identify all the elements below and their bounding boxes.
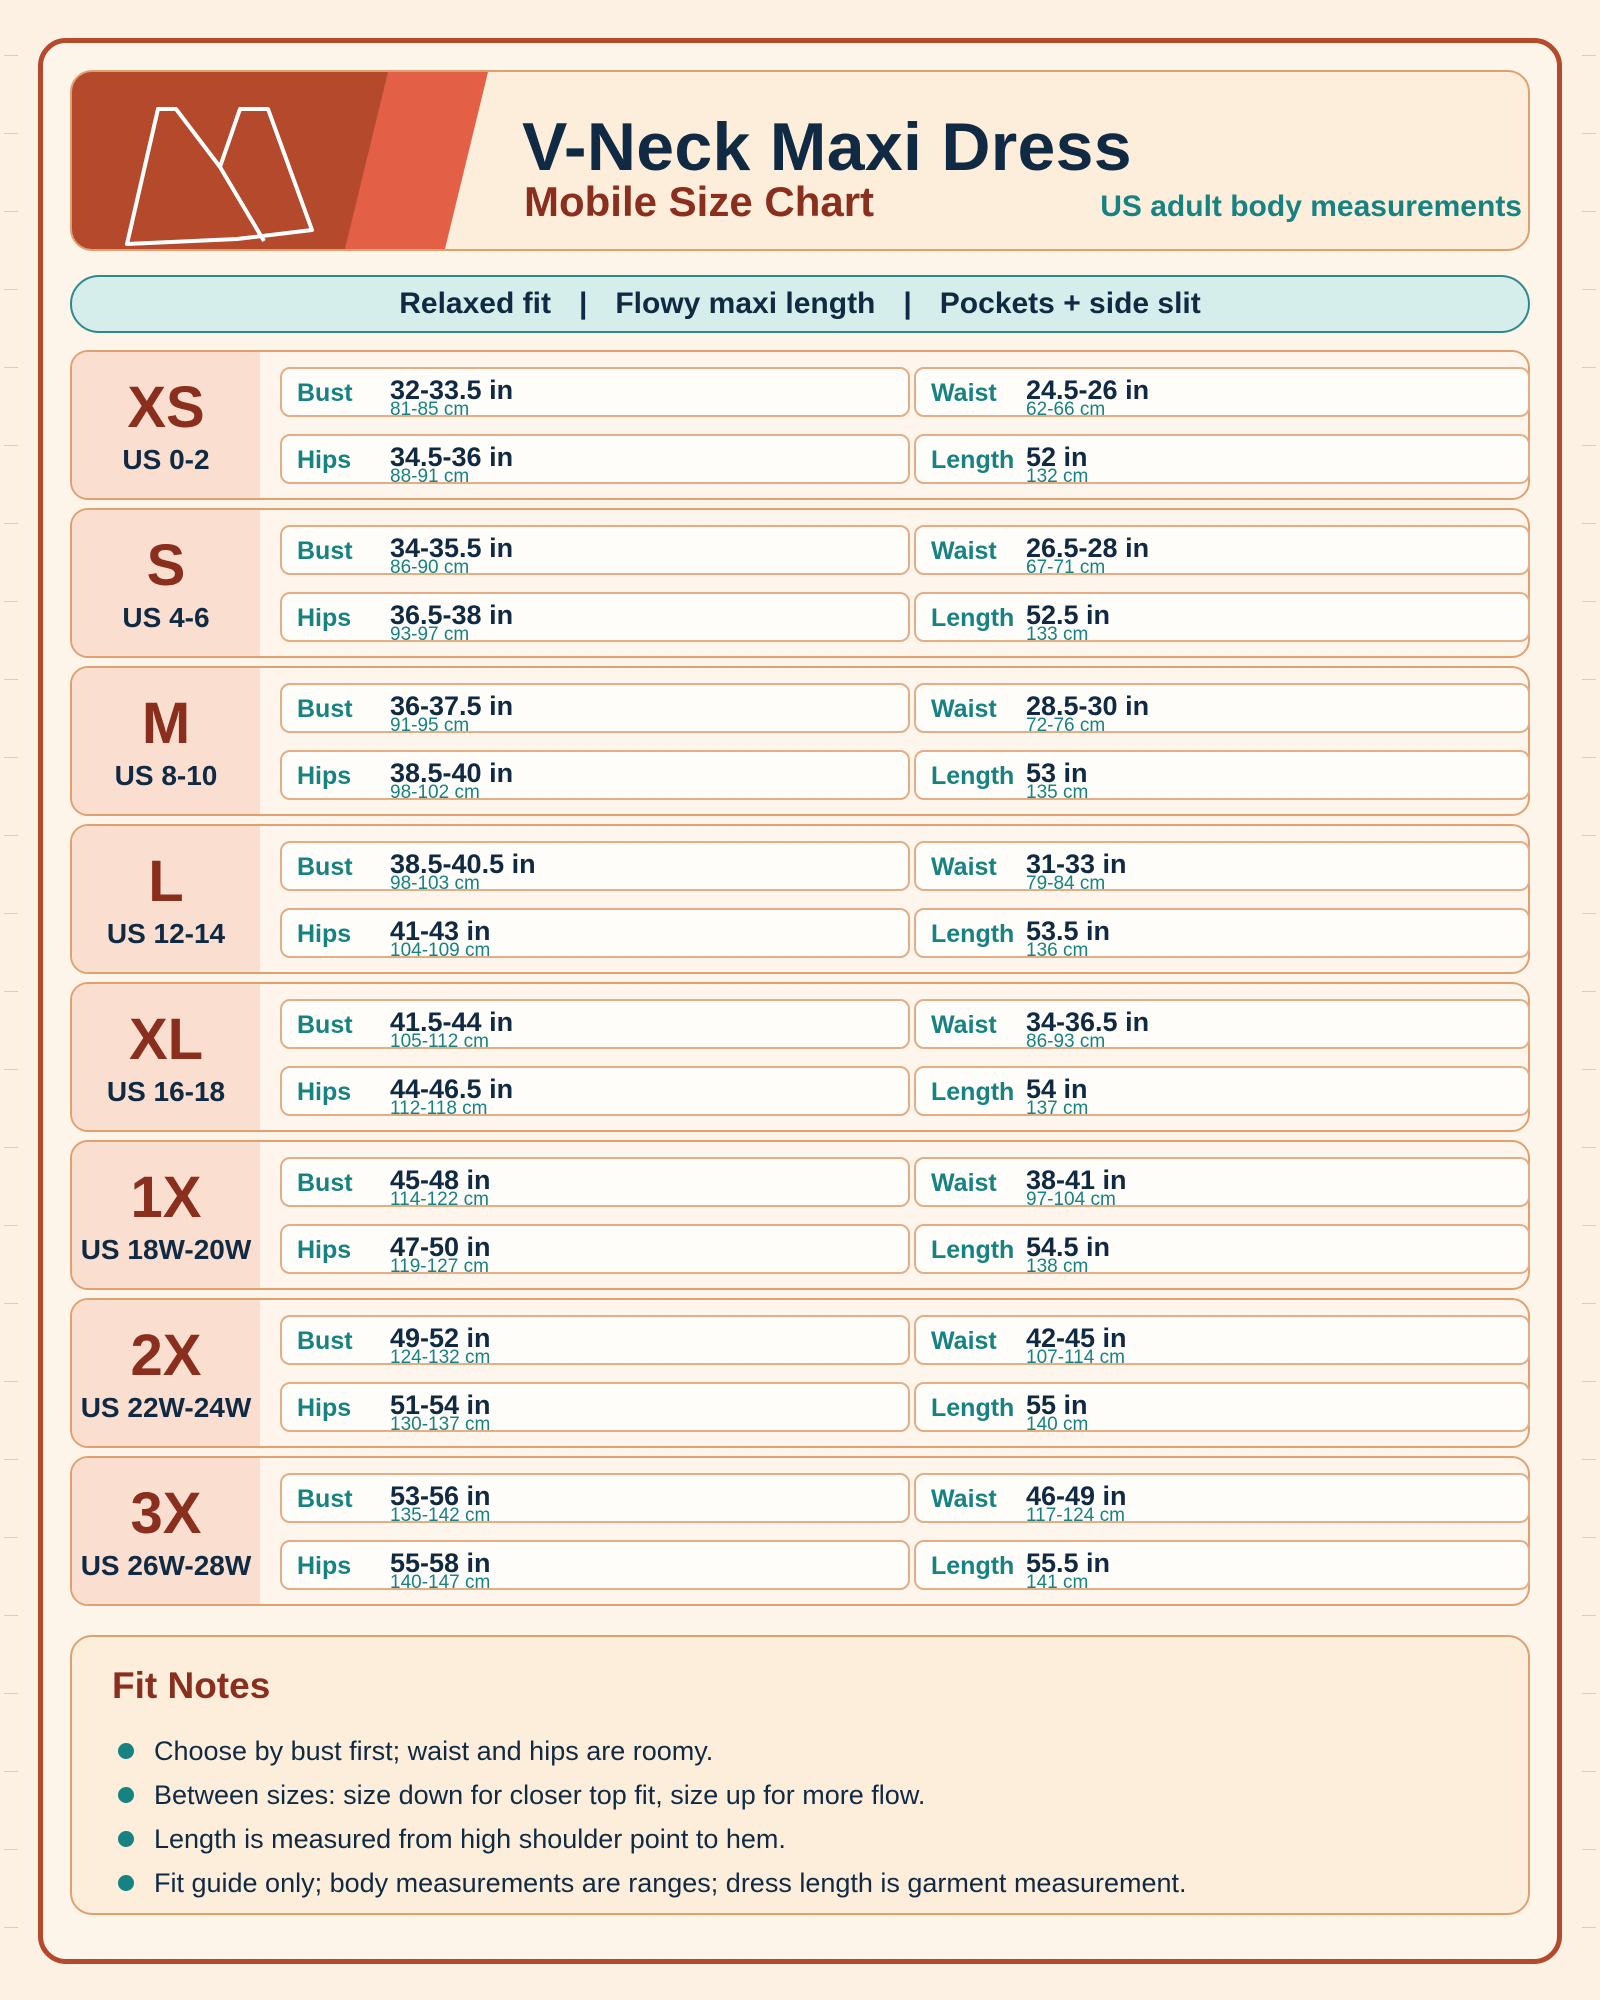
margin-tick bbox=[1582, 289, 1596, 290]
length-cell bbox=[914, 750, 1530, 803]
margin-tick bbox=[1582, 211, 1596, 212]
margin-tick bbox=[1582, 679, 1596, 680]
length-inches: 54 in bbox=[1026, 1074, 1088, 1104]
length-label: Length bbox=[931, 604, 1015, 632]
margin-tick bbox=[4, 1849, 18, 1850]
margin-tick bbox=[4, 367, 18, 368]
bust-cell bbox=[280, 1473, 910, 1526]
margin-tick bbox=[1582, 601, 1596, 602]
size-badge bbox=[72, 984, 260, 1130]
bust-inches: 36-37.5 in bbox=[390, 691, 514, 721]
hips-label: Hips bbox=[297, 604, 352, 632]
size-card-l bbox=[70, 824, 1530, 974]
size-card-s bbox=[70, 508, 1530, 658]
bullet-icon bbox=[118, 1831, 134, 1847]
hips-inches: 44-46.5 in bbox=[390, 1074, 514, 1104]
margin-tick bbox=[1582, 757, 1596, 758]
waist-label: Waist bbox=[931, 1169, 997, 1197]
bust-inches: 38.5-40.5 in bbox=[390, 849, 536, 879]
bust-inches: 45-48 in bbox=[390, 1165, 491, 1195]
waist-label: Waist bbox=[931, 537, 997, 565]
size-badge bbox=[72, 1300, 260, 1446]
size-card-2x bbox=[70, 1298, 1530, 1448]
length-centimeters: 136 cm bbox=[1026, 940, 1089, 961]
fit-notes-list bbox=[118, 1729, 1187, 1905]
length-centimeters: 138 cm bbox=[1026, 1256, 1089, 1277]
waist-inches: 28.5-30 in bbox=[1026, 691, 1150, 721]
fit-note-text: Choose by bust first; waist and hips are roomy. bbox=[154, 1736, 714, 1766]
length-cell bbox=[914, 434, 1530, 487]
bullet-icon bbox=[118, 1787, 134, 1803]
bust-inches: 34-35.5 in bbox=[390, 533, 514, 563]
margin-tick bbox=[1582, 367, 1596, 368]
hips-cell bbox=[280, 1382, 910, 1435]
fit-note-text: Length is measured from high shoulder point to hem. bbox=[154, 1824, 786, 1854]
waist-label: Waist bbox=[931, 695, 997, 723]
bust-cell bbox=[280, 1315, 910, 1368]
length-inches: 54.5 in bbox=[1026, 1232, 1111, 1262]
hips-label: Hips bbox=[297, 1236, 352, 1264]
bust-label: Bust bbox=[297, 379, 353, 407]
header-graphic bbox=[72, 72, 532, 251]
margin-tick bbox=[1582, 1069, 1596, 1070]
waist-inches: 34-36.5 in bbox=[1026, 1007, 1150, 1037]
length-inches: 53 in bbox=[1026, 758, 1088, 788]
waist-centimeters: 97-104 cm bbox=[1026, 1189, 1116, 1210]
bust-centimeters: 114-122 cm bbox=[390, 1189, 489, 1210]
hips-cell bbox=[280, 1224, 910, 1277]
length-inches: 55.5 in bbox=[1026, 1548, 1111, 1578]
us-size: US 22W-24W bbox=[80, 1392, 252, 1423]
margin-tick bbox=[4, 601, 18, 602]
length-cell bbox=[914, 1066, 1530, 1119]
margin-tick bbox=[4, 1303, 18, 1304]
hips-label: Hips bbox=[297, 446, 352, 474]
margin-tick bbox=[1582, 1225, 1596, 1226]
margin-tick bbox=[1582, 1849, 1596, 1850]
left-margin-ticks bbox=[0, 0, 20, 2000]
length-cell bbox=[914, 1540, 1530, 1593]
size-label: S bbox=[146, 533, 186, 598]
us-size: US 12-14 bbox=[106, 918, 226, 949]
waist-centimeters: 67-71 cm bbox=[1026, 557, 1106, 578]
bust-cell bbox=[280, 841, 910, 894]
hips-centimeters: 93-97 cm bbox=[390, 624, 470, 645]
length-label: Length bbox=[931, 1236, 1015, 1264]
fit-note-item bbox=[118, 1817, 1187, 1861]
us-size: US 26W-28W bbox=[80, 1550, 252, 1581]
margin-tick bbox=[1582, 1147, 1596, 1148]
fit-note-item bbox=[118, 1773, 1187, 1817]
us-size: US 8-10 bbox=[114, 760, 218, 791]
hips-label: Hips bbox=[297, 1078, 352, 1106]
length-centimeters: 135 cm bbox=[1026, 782, 1089, 803]
hips-cell bbox=[280, 908, 910, 961]
size-card-m bbox=[70, 666, 1530, 816]
bust-cell bbox=[280, 525, 910, 578]
feature-separator: | bbox=[903, 287, 912, 320]
bust-cell bbox=[280, 1157, 910, 1210]
size-badge bbox=[72, 1142, 260, 1288]
waist-cell bbox=[914, 683, 1530, 736]
waist-cell bbox=[914, 1315, 1530, 1368]
margin-tick bbox=[1582, 1303, 1596, 1304]
margin-tick bbox=[1582, 1381, 1596, 1382]
margin-tick bbox=[4, 1459, 18, 1460]
margin-tick bbox=[4, 1381, 18, 1382]
bust-label: Bust bbox=[297, 1011, 353, 1039]
header-dark-panel bbox=[72, 72, 388, 251]
feature-item: Relaxed fit bbox=[399, 287, 551, 320]
waist-centimeters: 107-114 cm bbox=[1026, 1347, 1125, 1368]
margin-tick bbox=[1582, 445, 1596, 446]
waist-centimeters: 86-93 cm bbox=[1026, 1031, 1106, 1052]
length-centimeters: 141 cm bbox=[1026, 1572, 1089, 1593]
bullet-icon bbox=[118, 1875, 134, 1891]
hips-label: Hips bbox=[297, 1394, 352, 1422]
margin-tick bbox=[1582, 1693, 1596, 1694]
bust-label: Bust bbox=[297, 853, 353, 881]
margin-tick bbox=[4, 55, 18, 56]
margin-tick bbox=[4, 1537, 18, 1538]
bust-centimeters: 135-142 cm bbox=[390, 1505, 491, 1526]
margin-tick bbox=[4, 991, 18, 992]
hips-cell bbox=[280, 434, 910, 487]
fit-note-item bbox=[118, 1729, 1187, 1773]
waist-centimeters: 117-124 cm bbox=[1026, 1505, 1125, 1526]
waist-cell bbox=[914, 841, 1530, 894]
hips-inches: 34.5-36 in bbox=[390, 442, 514, 472]
bust-cell bbox=[280, 683, 910, 736]
waist-label: Waist bbox=[931, 379, 997, 407]
margin-tick bbox=[1582, 991, 1596, 992]
margin-tick bbox=[1582, 913, 1596, 914]
waist-centimeters: 79-84 cm bbox=[1026, 873, 1106, 894]
length-centimeters: 140 cm bbox=[1026, 1414, 1089, 1435]
length-cell bbox=[914, 908, 1530, 961]
margin-tick bbox=[1582, 1459, 1596, 1460]
bust-centimeters: 91-95 cm bbox=[390, 715, 470, 736]
margin-tick bbox=[1582, 523, 1596, 524]
length-inches: 55 in bbox=[1026, 1390, 1088, 1420]
size-label: XL bbox=[128, 1007, 204, 1072]
length-centimeters: 137 cm bbox=[1026, 1098, 1089, 1119]
waist-cell bbox=[914, 525, 1530, 578]
size-card-xl bbox=[70, 982, 1530, 1132]
us-size: US 18W-20W bbox=[80, 1234, 252, 1265]
margin-tick bbox=[1582, 133, 1596, 134]
length-centimeters: 132 cm bbox=[1026, 466, 1089, 487]
length-inches: 52 in bbox=[1026, 442, 1088, 472]
margin-tick bbox=[4, 835, 18, 836]
waist-inches: 38-41 in bbox=[1026, 1165, 1127, 1195]
size-card-1x bbox=[70, 1140, 1530, 1290]
hips-cell bbox=[280, 750, 910, 803]
length-label: Length bbox=[931, 920, 1015, 948]
size-label: 2X bbox=[130, 1323, 202, 1388]
waist-centimeters: 72-76 cm bbox=[1026, 715, 1106, 736]
waist-inches: 26.5-28 in bbox=[1026, 533, 1150, 563]
waist-inches: 31-33 in bbox=[1026, 849, 1127, 879]
hips-inches: 55-58 in bbox=[390, 1548, 491, 1578]
waist-cell bbox=[914, 999, 1530, 1052]
hips-label: Hips bbox=[297, 762, 352, 790]
length-label: Length bbox=[931, 762, 1015, 790]
bust-label: Bust bbox=[297, 1485, 353, 1513]
size-badge bbox=[72, 352, 260, 498]
margin-tick bbox=[1582, 55, 1596, 56]
hips-centimeters: 88-91 cm bbox=[390, 466, 470, 487]
length-label: Length bbox=[931, 446, 1015, 474]
margin-tick bbox=[1582, 1615, 1596, 1616]
size-badge bbox=[72, 668, 260, 814]
bust-inches: 41.5-44 in bbox=[390, 1007, 514, 1037]
bust-inches: 53-56 in bbox=[390, 1481, 491, 1511]
bust-cell bbox=[280, 999, 910, 1052]
length-inches: 52.5 in bbox=[1026, 600, 1111, 630]
header-banner bbox=[70, 70, 1530, 251]
size-badge bbox=[72, 1458, 260, 1604]
margin-tick bbox=[4, 1225, 18, 1226]
hips-centimeters: 119-127 cm bbox=[390, 1256, 489, 1277]
margin-tick bbox=[4, 211, 18, 212]
size-label: 3X bbox=[130, 1481, 202, 1546]
length-cell bbox=[914, 1382, 1530, 1435]
hips-label: Hips bbox=[297, 1552, 352, 1580]
margin-tick bbox=[4, 133, 18, 134]
margin-tick bbox=[1582, 1537, 1596, 1538]
fit-notes-panel bbox=[70, 1635, 1530, 1915]
hips-inches: 41-43 in bbox=[390, 916, 491, 946]
hips-centimeters: 112-118 cm bbox=[390, 1098, 488, 1119]
us-size: US 16-18 bbox=[106, 1076, 226, 1107]
size-badge bbox=[72, 510, 260, 656]
length-centimeters: 133 cm bbox=[1026, 624, 1089, 645]
margin-tick bbox=[4, 523, 18, 524]
bust-centimeters: 86-90 cm bbox=[390, 557, 470, 578]
length-label: Length bbox=[931, 1552, 1015, 1580]
margin-tick bbox=[4, 1927, 18, 1928]
hips-cell bbox=[280, 592, 910, 645]
feature-item: Flowy maxi length bbox=[615, 287, 876, 320]
feature-separator: | bbox=[578, 287, 588, 320]
page-subtitle: Mobile Size Chart bbox=[524, 178, 875, 225]
size-label: 1X bbox=[130, 1165, 202, 1230]
size-label: XS bbox=[127, 375, 205, 440]
bust-centimeters: 81-85 cm bbox=[390, 399, 470, 420]
fit-note-text: Between sizes: size down for closer top fit, size up for more flow. bbox=[154, 1780, 926, 1810]
waist-cell bbox=[914, 1157, 1530, 1210]
us-size: US 0-2 bbox=[122, 444, 210, 475]
margin-tick bbox=[4, 1147, 18, 1148]
hips-centimeters: 104-109 cm bbox=[390, 940, 491, 961]
fit-notes-title: Fit Notes bbox=[112, 1665, 271, 1706]
bust-inches: 49-52 in bbox=[390, 1323, 491, 1353]
hips-inches: 38.5-40 in bbox=[390, 758, 514, 788]
hips-centimeters: 140-147 cm bbox=[390, 1572, 491, 1593]
hips-centimeters: 130-137 cm bbox=[390, 1414, 491, 1435]
length-label: Length bbox=[931, 1078, 1015, 1106]
hips-inches: 47-50 in bbox=[390, 1232, 491, 1262]
length-cell bbox=[914, 1224, 1530, 1277]
waist-label: Waist bbox=[931, 853, 997, 881]
margin-tick bbox=[4, 445, 18, 446]
fit-note-item bbox=[118, 1861, 1187, 1905]
margin-tick bbox=[4, 1615, 18, 1616]
margin-tick bbox=[4, 679, 18, 680]
margin-tick bbox=[1582, 835, 1596, 836]
right-margin-ticks bbox=[1580, 0, 1600, 2000]
margin-tick bbox=[4, 1771, 18, 1772]
bust-centimeters: 105-112 cm bbox=[390, 1031, 489, 1052]
hips-cell bbox=[280, 1066, 910, 1119]
measurement-note: US adult body measurements bbox=[1100, 190, 1522, 223]
length-inches: 53.5 in bbox=[1026, 916, 1111, 946]
margin-tick bbox=[4, 289, 18, 290]
hips-cell bbox=[280, 1540, 910, 1593]
margin-tick bbox=[4, 757, 18, 758]
margin-tick bbox=[4, 1069, 18, 1070]
size-card-3x bbox=[70, 1456, 1530, 1606]
bust-label: Bust bbox=[297, 1327, 353, 1355]
bust-cell bbox=[280, 367, 910, 420]
margin-tick bbox=[4, 913, 18, 914]
size-card-xs bbox=[70, 350, 1530, 500]
hips-centimeters: 98-102 cm bbox=[390, 782, 480, 803]
waist-inches: 42-45 in bbox=[1026, 1323, 1127, 1353]
length-label: Length bbox=[931, 1394, 1015, 1422]
waist-inches: 24.5-26 in bbox=[1026, 375, 1150, 405]
hips-label: Hips bbox=[297, 920, 352, 948]
feature-item: Pockets + side slit bbox=[939, 287, 1201, 320]
page-title: V-Neck Maxi Dress bbox=[522, 109, 1132, 185]
bust-centimeters: 124-132 cm bbox=[390, 1347, 491, 1368]
bust-label: Bust bbox=[297, 695, 353, 723]
margin-tick bbox=[1582, 1771, 1596, 1772]
bust-centimeters: 98-103 cm bbox=[390, 873, 480, 894]
hips-inches: 36.5-38 in bbox=[390, 600, 514, 630]
length-cell bbox=[914, 592, 1530, 645]
waist-cell bbox=[914, 367, 1530, 420]
feature-pill bbox=[70, 275, 1530, 333]
waist-cell bbox=[914, 1473, 1530, 1526]
waist-label: Waist bbox=[931, 1011, 997, 1039]
bullet-icon bbox=[118, 1743, 134, 1759]
waist-label: Waist bbox=[931, 1485, 997, 1513]
hips-inches: 51-54 in bbox=[390, 1390, 491, 1420]
size-label: M bbox=[141, 691, 191, 756]
waist-centimeters: 62-66 cm bbox=[1026, 399, 1106, 420]
bust-inches: 32-33.5 in bbox=[390, 375, 514, 405]
fit-note-text: Fit guide only; body measurements are ranges; dress length is garment measurement. bbox=[154, 1868, 1187, 1898]
size-badge bbox=[72, 826, 260, 972]
waist-label: Waist bbox=[931, 1327, 997, 1355]
waist-inches: 46-49 in bbox=[1026, 1481, 1127, 1511]
margin-tick bbox=[4, 1693, 18, 1694]
bust-label: Bust bbox=[297, 1169, 353, 1197]
margin-tick bbox=[1582, 1927, 1596, 1928]
us-size: US 4-6 bbox=[122, 602, 210, 633]
bust-label: Bust bbox=[297, 537, 353, 565]
size-label: L bbox=[148, 849, 184, 914]
